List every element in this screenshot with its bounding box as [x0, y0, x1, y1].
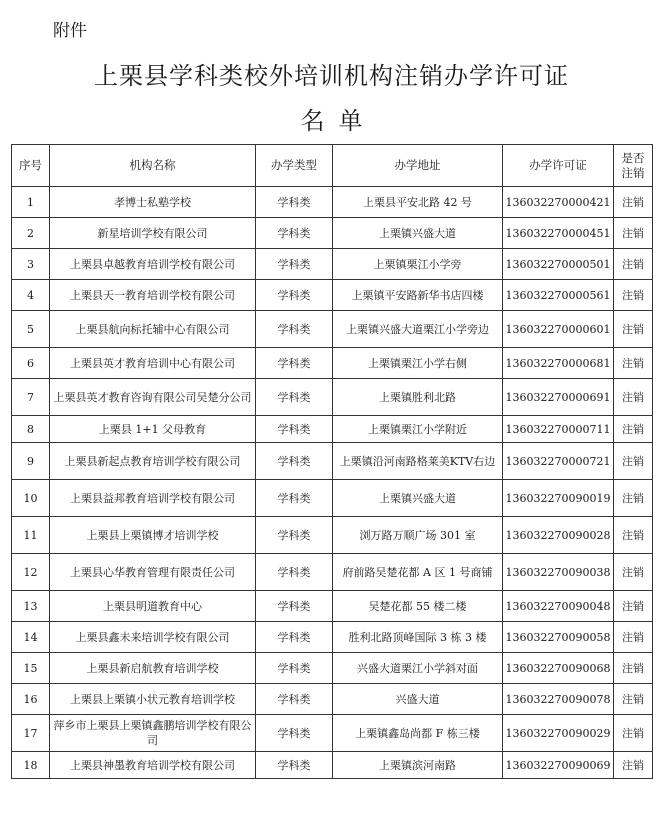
table-row [12, 591, 653, 622]
cell-name: 上栗县上栗镇博才培训学校 [50, 517, 256, 554]
cell-name: 上栗县神墨教育培训学校有限公司 [50, 752, 256, 779]
header-index: 序号 [12, 145, 50, 187]
cell-name: 上栗县 1+1 父母教育 [50, 416, 256, 443]
cell-name: 上栗县天一教育培训学校有限公司 [50, 280, 256, 311]
table-row [12, 348, 653, 379]
cell-name: 上栗县益邦教育培训学校有限公司 [50, 480, 256, 517]
cell-license: 136032270090078 [503, 684, 614, 715]
cell-cancelled: 注销 [614, 591, 653, 622]
cell-address: 上栗县平安北路 42 号 [333, 187, 503, 218]
cell-address: 上栗镇兴盛大道 [333, 480, 503, 517]
cell-type: 学科类 [256, 311, 333, 348]
header-license: 办学许可证 [503, 145, 614, 187]
cell-license: 136032270000721 [503, 443, 614, 480]
cell-name: 上栗县心华教育管理有限责任公司 [50, 554, 256, 591]
cell-address: 上栗镇栗江小学旁 [333, 249, 503, 280]
cell-cancelled: 注销 [614, 653, 653, 684]
cell-license: 136032270090048 [503, 591, 614, 622]
cell-address: 上栗镇兴盛大道 [333, 218, 503, 249]
cell-name: 上栗县上栗镇小状元教育培训学校 [50, 684, 256, 715]
table-row [12, 715, 653, 752]
cell-type: 学科类 [256, 416, 333, 443]
cell-cancelled: 注销 [614, 218, 653, 249]
cell-index: 3 [12, 249, 50, 280]
cell-name: 上栗县英才教育培训中心有限公司 [50, 348, 256, 379]
cell-cancelled: 注销 [614, 480, 653, 517]
header-address: 办学地址 [333, 145, 503, 187]
cell-type: 学科类 [256, 517, 333, 554]
cell-type: 学科类 [256, 249, 333, 280]
cell-cancelled: 注销 [614, 554, 653, 591]
cell-cancelled: 注销 [614, 715, 653, 752]
cell-index: 17 [12, 715, 50, 752]
table-row [12, 187, 653, 218]
cell-index: 16 [12, 684, 50, 715]
cell-cancelled: 注销 [614, 187, 653, 218]
cell-license: 136032270000561 [503, 280, 614, 311]
cell-cancelled: 注销 [614, 249, 653, 280]
document-subtitle: 名单 [300, 107, 377, 135]
cell-index: 7 [12, 379, 50, 416]
cell-type: 学科类 [256, 480, 333, 517]
cell-address: 上栗镇平安路新华书店四楼 [333, 280, 503, 311]
cell-index: 8 [12, 416, 50, 443]
table-row [12, 218, 653, 249]
cell-address: 浏万路万顺广场 301 室 [333, 517, 503, 554]
table-row [12, 684, 653, 715]
table-row [12, 443, 653, 480]
cell-cancelled: 注销 [614, 622, 653, 653]
cell-type: 学科类 [256, 379, 333, 416]
table-row [12, 554, 653, 591]
cell-index: 11 [12, 517, 50, 554]
cell-license: 136032270090038 [503, 554, 614, 591]
cell-address: 吴楚花都 55 楼二楼 [333, 591, 503, 622]
cell-license: 136032270000681 [503, 348, 614, 379]
cell-address: 兴盛大道 [333, 684, 503, 715]
cell-address: 上栗镇滨河南路 [333, 752, 503, 779]
cell-cancelled: 注销 [614, 311, 653, 348]
cell-name: 新星培训学校有限公司 [50, 218, 256, 249]
cell-license: 136032270000691 [503, 379, 614, 416]
cell-name: 孝博士私塾学校 [50, 187, 256, 218]
cell-index: 4 [12, 280, 50, 311]
cell-cancelled: 注销 [614, 416, 653, 443]
cell-license: 136032270000501 [503, 249, 614, 280]
cell-cancelled: 注销 [614, 379, 653, 416]
cell-name: 上栗县航向标托辅中心有限公司 [50, 311, 256, 348]
cell-address: 上栗镇栗江小学附近 [333, 416, 503, 443]
cell-license: 136032270000451 [503, 218, 614, 249]
header-cancelled: 是否注销 [614, 145, 653, 187]
document-title: 上栗县学科类校外培训机构注销办学许可证 [94, 62, 569, 90]
cell-index: 14 [12, 622, 50, 653]
cell-address: 上栗镇栗江小学右侧 [333, 348, 503, 379]
attachment-label: 附件 [53, 21, 87, 41]
cell-license: 136032270000711 [503, 416, 614, 443]
cell-address: 兴盛大道栗江小学斜对面 [333, 653, 503, 684]
cell-name: 上栗县新起点教育培训学校有限公司 [50, 443, 256, 480]
cell-type: 学科类 [256, 653, 333, 684]
table-row [12, 280, 653, 311]
cell-name: 上栗县鑫未来培训学校有限公司 [50, 622, 256, 653]
cell-type: 学科类 [256, 591, 333, 622]
table-row [12, 752, 653, 779]
cancellation-table [11, 144, 653, 779]
cell-type: 学科类 [256, 622, 333, 653]
cell-name: 萍乡市上栗县上栗镇鑫鹏培训学校有限公司 [50, 715, 256, 752]
cell-type: 学科类 [256, 554, 333, 591]
cell-type: 学科类 [256, 752, 333, 779]
cell-index: 1 [12, 187, 50, 218]
cell-address: 上栗镇鑫岛尚都 F 栋三楼 [333, 715, 503, 752]
cell-index: 2 [12, 218, 50, 249]
cell-index: 18 [12, 752, 50, 779]
cell-cancelled: 注销 [614, 684, 653, 715]
cell-type: 学科类 [256, 348, 333, 379]
cell-name: 上栗县明道教育中心 [50, 591, 256, 622]
cell-index: 15 [12, 653, 50, 684]
cell-address: 上栗镇沿河南路格莱美KTV右边 [333, 443, 503, 480]
cell-type: 学科类 [256, 715, 333, 752]
header-type: 办学类型 [256, 145, 333, 187]
cell-address: 上栗镇兴盛大道栗江小学旁边 [333, 311, 503, 348]
cell-license: 136032270090029 [503, 715, 614, 752]
cell-license: 136032270090068 [503, 653, 614, 684]
header-name: 机构名称 [50, 145, 256, 187]
table-row [12, 311, 653, 348]
table-row [12, 622, 653, 653]
cell-cancelled: 注销 [614, 280, 653, 311]
cell-cancelled: 注销 [614, 348, 653, 379]
cell-index: 6 [12, 348, 50, 379]
cell-index: 13 [12, 591, 50, 622]
cell-name: 上栗县新启航教育培训学校 [50, 653, 256, 684]
cell-name: 上栗县英才教育咨询有限公司吴楚分公司 [50, 379, 256, 416]
table-row [12, 480, 653, 517]
table-row [12, 653, 653, 684]
cell-type: 学科类 [256, 684, 333, 715]
table-row [12, 249, 653, 280]
cell-type: 学科类 [256, 443, 333, 480]
cell-cancelled: 注销 [614, 752, 653, 779]
cell-address: 上栗镇胜利北路 [333, 379, 503, 416]
cell-cancelled: 注销 [614, 517, 653, 554]
cell-license: 136032270000421 [503, 187, 614, 218]
cell-index: 12 [12, 554, 50, 591]
table-header-row [12, 145, 653, 187]
cell-license: 136032270090069 [503, 752, 614, 779]
table-row [12, 416, 653, 443]
cell-type: 学科类 [256, 187, 333, 218]
cell-type: 学科类 [256, 280, 333, 311]
cell-index: 9 [12, 443, 50, 480]
cell-cancelled: 注销 [614, 443, 653, 480]
cell-name: 上栗县卓越教育培训学校有限公司 [50, 249, 256, 280]
table-row [12, 379, 653, 416]
cell-license: 136032270090019 [503, 480, 614, 517]
cell-license: 136032270000601 [503, 311, 614, 348]
cell-license: 136032270090058 [503, 622, 614, 653]
cell-address: 府前路吴楚花都 A 区 1 号商铺 [333, 554, 503, 591]
table-row [12, 517, 653, 554]
cell-index: 5 [12, 311, 50, 348]
cell-index: 10 [12, 480, 50, 517]
cell-address: 胜利北路顶峰国际 3 栋 3 楼 [333, 622, 503, 653]
cell-type: 学科类 [256, 218, 333, 249]
cell-license: 136032270090028 [503, 517, 614, 554]
